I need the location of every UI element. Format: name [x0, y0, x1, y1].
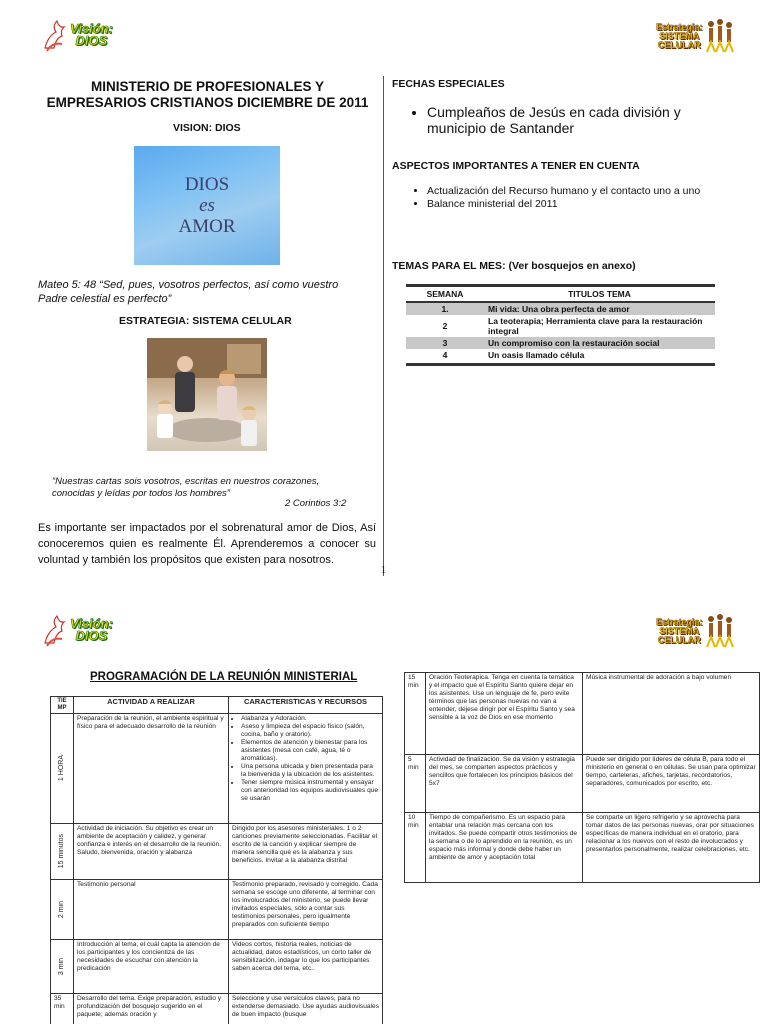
- table-row: [406, 303, 715, 315]
- programacion-table-left: [50, 696, 383, 1024]
- table-row: [51, 994, 383, 1024]
- resource-item: • Alabanza y Adoración.: [241, 715, 379, 723]
- table-header: TIE MP: [51, 697, 74, 714]
- page-number: 1: [381, 565, 386, 576]
- temas-table-container: [406, 284, 715, 366]
- table-row: [406, 337, 715, 349]
- column-divider: [383, 76, 384, 576]
- vision-line2: DIOS: [75, 33, 108, 48]
- aspectos-item: • Balance ministerial del 2011: [427, 198, 727, 211]
- resources-cell: Videos cortos, historia reales, noticias de actualidad, datos estadísticos, un corto taller de sensibilización, indagar lo que los participantes saben acerca del tema, etc..: [229, 940, 383, 994]
- temas-table: [406, 287, 715, 361]
- time-cell: 5 min: [405, 755, 426, 813]
- table-cell: Un oasis llamado célula: [488, 350, 585, 360]
- estrategia-line2: SISTEMA: [659, 625, 700, 636]
- fechas-list: [397, 104, 707, 136]
- time-cell: 3 min: [58, 957, 65, 976]
- time-cell: 10 min: [405, 813, 426, 883]
- resources-cell: Testimonio preparado, revisado y corregido. Cada semana se escoge uno diferente, al terminar con los involucrados del ministerio, se puede llevar invitados especiales, sólo a contar sus testimonios personales, pero igualmente preparados con suficiente tiempo: [229, 880, 383, 940]
- vision-dios-logo: [42, 613, 113, 647]
- activity-cell: Actividad de iniciación. Su objetivo es crear un ambiente de aceptación y calidez, y generar confianza e interés en el desarrollo de la reunión. Saludo, bienvenida, oración y alabanza: [74, 824, 229, 880]
- activity-cell: Preparación de la reunión, el ambiente espiritual y físico para el adecuado desarrollo de la reunión: [74, 714, 229, 824]
- table-header: TITULOS TEMA: [568, 289, 631, 299]
- dios-es-amor-image: [134, 146, 280, 265]
- resource-item: • Una persona ubicada y bien presentada para la bienvenida y la ubicación de los asistentes.: [241, 763, 379, 779]
- estrategia-line3: CELULAR: [657, 634, 701, 645]
- resources-cell: Se comparte un ligero refrigerio y se aprovecha para tomar datos de las personas nuevas, orar por situaciones específicas de manera individual en el oratorio, para relacionar a los nuevos con el resto de involucrados y presentarlos personalmente, realizar celebraciones, etc.: [583, 813, 760, 883]
- image-text-es: es: [199, 195, 215, 216]
- table-cell: Un compromiso con la restauración social: [484, 337, 715, 349]
- vision-line1: Visión:: [70, 616, 113, 631]
- people-icon: [704, 613, 734, 649]
- time-cell: 2 min: [58, 900, 65, 919]
- resources-cell: [229, 714, 383, 824]
- resources-cell: Música instrumental de adoración a bajo volumen: [583, 673, 760, 755]
- time-cell: 15 minutos: [58, 834, 65, 869]
- table-cell: 4: [442, 350, 448, 360]
- vision-dios-logo: [42, 18, 113, 52]
- verse-text: Mateo 5: 48 “Sed, pues, vosotros perfectos, así como vuestro Padre celestial es perfecto”: [38, 279, 339, 305]
- family-praying-photo: [147, 338, 267, 451]
- resources-cell: Puede ser dirigido por líderes de célula B, para todo el ministerio en general o en células. Se usan para optimizar tiempo, carteleras, afiches, tarjetas, recordatorios, separadores, comunicados por escrito, etc.: [583, 755, 760, 813]
- table-row: [51, 940, 383, 994]
- dove-icon: [42, 613, 68, 647]
- activity-cell: Testimonio personal: [74, 880, 229, 940]
- vision-label: VISION: DIOS: [173, 122, 241, 134]
- people-icon: [704, 18, 734, 54]
- table-cell: 2: [442, 321, 448, 331]
- table-row: [406, 315, 715, 337]
- fechas-heading: FECHAS ESPECIALES: [392, 78, 505, 90]
- table-row: [406, 349, 715, 361]
- table-row: [51, 714, 383, 824]
- estrategia-line2: SISTEMA: [659, 30, 700, 41]
- vision-line1: Visión:: [70, 21, 113, 36]
- resources-cell: Dirigido por los asesores ministeriales. 1 o 2 canciones previamente seleccionadas. Facilitar el escrito de la canción y explicar siempre de manera sencilla qué es la alabanza y sus beneficios. Invitar a la alabanza distrital: [229, 824, 383, 880]
- resource-item: • Aseso y limpieza del espacio físico (salón, cocina, baño y oratorio).: [241, 723, 379, 739]
- table-row: [51, 880, 383, 940]
- activity-cell: Introducción al tema, el cuál capta la atención de los participantes y los concientiza de las necesidades de escuchar con atención la predicación: [74, 940, 229, 994]
- table-header: CARACTERISTICAS Y RECURSOS: [229, 697, 383, 714]
- corinthians-quote: “Nuestras cartas sois vosotros, escritas en nuestros corazones, conocidas y leídas por todos los hombres”: [52, 476, 320, 499]
- image-text-dios: DIOS: [184, 174, 230, 195]
- table-row: [51, 824, 383, 880]
- table-cell: 1.: [406, 303, 484, 315]
- table-header: ACTIVIDAD A REALIZAR: [74, 697, 229, 714]
- programacion-table-right: [404, 672, 760, 883]
- estrategia-label: ESTRATEGIA: SISTEMA CELULAR: [119, 315, 292, 327]
- programacion-table-right-container: [404, 672, 760, 883]
- estrategia-line3: CELULAR: [657, 39, 701, 50]
- resource-item: • Tener siempre música instrumental y ensayar con anterioridad los equipos audiovisuales que se usarán: [241, 779, 379, 803]
- activity-cell: Oración Teoterapica. Tenga en cuenta la temática y el impacto que el Espíritu Santo quiere dejar en los asistentes. Use un lenguaje de fe, pero evite términos que las personas nuevas no van a entender, déjese dirigir por el Espíritu Santo y sea sensible a la voz de Dios en ese momento: [426, 673, 583, 755]
- estrategia-line1: Estrategia:: [656, 616, 703, 627]
- estrategia-logo: [656, 18, 734, 54]
- image-text-amor: AMOR: [178, 216, 236, 237]
- intro-paragraph: Es importante ser impactados por el sobrenatural amor de Dios, Así conoceremos quien es realmente Él. Aprenderemos a conocer su voluntad y también los propósitos que existen para nosotros.: [38, 522, 376, 566]
- table-row: [405, 755, 760, 813]
- time-cell: 15 min: [405, 673, 426, 755]
- fechas-item: • Cumpleaños de Jesús en cada división y municipio de Santander: [427, 104, 707, 136]
- table-cell: Mi vida: Una obra perfecta de amor: [484, 303, 715, 315]
- aspectos-heading: ASPECTOS IMPORTANTES A TENER EN CUENTA: [392, 160, 640, 172]
- dove-icon: [42, 18, 68, 52]
- aspectos-item: • Actualización del Recurso humano y el contacto uno a uno: [427, 185, 727, 198]
- estrategia-line1: Estrategia:: [656, 21, 703, 32]
- aspectos-list: [397, 185, 727, 211]
- table-cell: 3: [406, 337, 484, 349]
- resource-item: • Elementos de atención y bienestar para los asistentes (mesa con café, agua, té o aromáticas).: [241, 739, 379, 763]
- programacion-table-left-container: [50, 696, 383, 1024]
- table-row: [405, 813, 760, 883]
- temas-heading: TEMAS PARA EL MES: (Ver bosquejos en anexo): [392, 260, 636, 272]
- page-title: MINISTERIO DE PROFESIONALES Y EMPRESARIOS CRISTIANOS DICIEMBRE DE 2011: [46, 79, 369, 110]
- resources-cell: Seleccione y use versículos claves, para no extenderse demasiado. Use ayudas audiovisuales de buen impacto (busque: [229, 994, 383, 1024]
- time-cell: 35 min: [51, 994, 74, 1024]
- activity-cell: Actividad de finalización. Se da visión y estrategia del mes, se comparten aspectos prácticos y sencillos que fortalecen los principios básicos del 5x7: [426, 755, 583, 813]
- time-cell: 1 HORA: [58, 755, 65, 782]
- table-cell: La teoterapia; Herramienta clave para la restauración integral: [488, 316, 703, 336]
- activity-cell: Desarrollo del tema. Exige preparación, estudio y profundización del bosquejo sugerido en el paquete; además oración y: [74, 994, 229, 1024]
- activity-cell: Tiempo de compañerismo. Es un espacio para entablar una relación más cercana con los invitados. Se puede compartir otros testimonios de la semana o de lo aprendido en la reunión, es un espacio más informal y donde debe haber un ambiente de amor y aceptación total: [426, 813, 583, 883]
- table-header: SEMANA: [426, 289, 464, 299]
- estrategia-logo: [656, 613, 734, 649]
- programacion-title: PROGRAMACIÓN DE LA REUNIÓN MINISTERIAL: [90, 671, 358, 683]
- vision-line2: DIOS: [75, 628, 108, 643]
- quote-reference: 2 Corintios 3:2: [285, 498, 347, 509]
- table-row: [405, 673, 760, 755]
